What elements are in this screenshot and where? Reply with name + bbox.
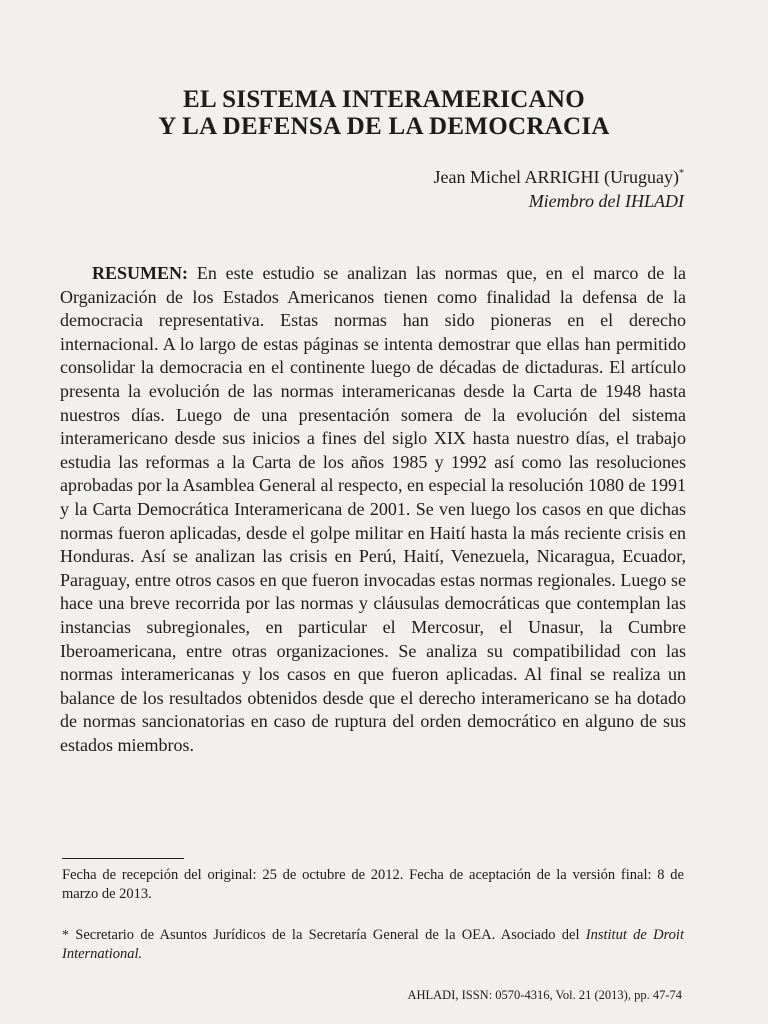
abstract-paragraph [60, 262, 686, 757]
abstract-text: En este estudio se analizan las normas que, en el marco de la Organización de los Estados Americanos tienen como finalidad la defensa de la democracia representativa. Estas normas han sido pioneras en el derecho internacional. A lo largo de estas páginas se intenta demostrar que ellas han permitido consolidar la democracia en el continente luego de décadas de dictaduras. El artículo presenta la evolución de las normas interamericanas desde la Carta de 1948 hasta nuestros días. Luego de una presentación somera de la evolución del sistema interamericano desde sus inicios a fines del siglo XIX hasta nuestro días, el trabajo estudia las reformas a la Carta de los años 1985 y 1992 así como las resoluciones aprobadas por la Asamblea General al respecto, en especial la resolución 1080 de 1991 y la Carta Democrática Interamericana de 2001. Se ven luego los casos en que dichas normas fueron aplicadas, desde el golpe militar en Haití hasta la más reciente crisis en Honduras. Así se analizan las crisis en Perú, Haití, Venezuela, Nicaragua, Ecuador, Paraguay, entre otros casos en que fueron invocadas estas normas regionales. Luego se hace una breve recorrida por las normas y cláusulas democráticas que contemplan las instancias subregionales, en particular el Mercosur, el Unasur, la Cumbre Iberoamericana, entre otras organizaciones. Se analiza su compatibilidad con las normas interamericanas y los casos en que fueron aplicadas. Al final se realiza un balance de los resultados obtenidos desde que el derecho interamericano se ha dotado de normas sancionatorias en caso de ruptura del orden democrático en alguno de sus estados miembros. [60, 263, 686, 755]
footnote-affiliation-text: Secretario de Asuntos Jurídicos de la Secretaría General de la OEA. Asociado del [69, 927, 586, 943]
footnote-institute: Institut de Droit International. [62, 927, 684, 962]
abstract-label: RESUMEN: [92, 263, 189, 283]
author-name: Jean Michel ARRIGHI (Uruguay) [433, 167, 679, 187]
title-line-1: EL SISTEMA INTERAMERICANO [182, 86, 586, 113]
footnote-dates: Fecha de recepción del original: 25 de octubre de 2012. Fecha de aceptación de la versión final: 8 de marzo de 2013. [62, 867, 684, 902]
author-line [434, 165, 684, 189]
article-title [0, 86, 768, 140]
author-role: Miembro del IHLADI [528, 191, 684, 211]
journal-citation: AHLADI, ISSN: 0570-4316, Vol. 21 (2013), pp. 47-74 [407, 988, 682, 1002]
footnote-star: * [62, 928, 69, 943]
title-line-2: Y LA DEFENSA DE LA DEMOCRACIA [158, 113, 610, 140]
author-footnote-mark: * [679, 168, 684, 179]
author-block [434, 165, 684, 213]
footnote-affiliation [62, 926, 684, 964]
footnote-separator [62, 858, 184, 859]
